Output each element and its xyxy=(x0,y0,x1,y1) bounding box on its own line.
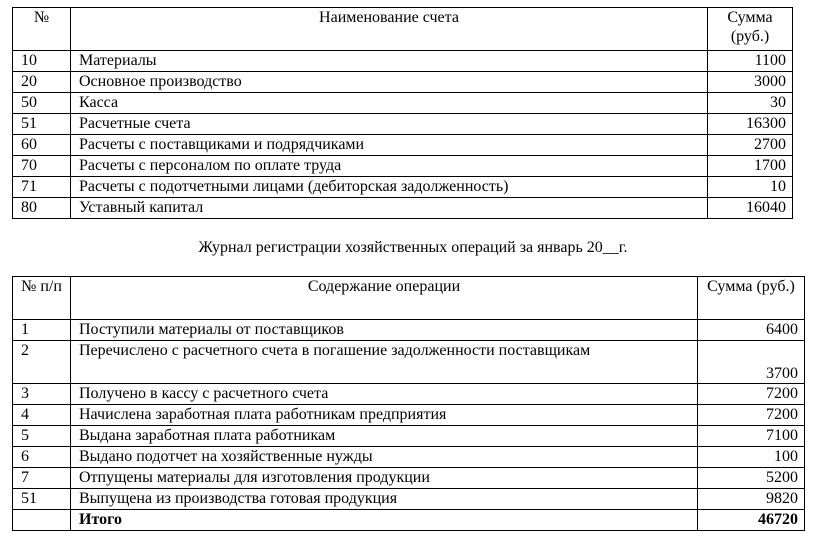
account-name: Расчеты с поставщиками и подрядчиками xyxy=(71,135,708,156)
account-sum: 1100 xyxy=(708,51,793,72)
operation-content: Перечислено с расчетного счета в погашение задолженности поставщикам xyxy=(71,341,698,384)
operation-number: 2 xyxy=(13,341,71,384)
table-row xyxy=(13,405,805,426)
operation-sum: 7200 xyxy=(698,384,805,405)
table-row xyxy=(13,489,805,510)
account-name: Основное производство xyxy=(71,72,708,93)
journal-header-content: Содержание операции xyxy=(71,277,698,320)
table-row xyxy=(13,320,805,341)
journal-header-sum: Сумма (руб.) xyxy=(698,277,805,320)
accounts-header-number: № xyxy=(13,8,71,51)
journal-table xyxy=(12,276,805,531)
account-name: Материалы xyxy=(71,51,708,72)
operation-number: 4 xyxy=(13,405,71,426)
operation-content: Поступили материалы от поставщиков xyxy=(71,320,698,341)
operation-content: Выдано подотчет на хозяйственные нужды xyxy=(71,447,698,468)
operation-content: Выпущена из производства готовая продукция xyxy=(71,489,698,510)
operation-content: Получено в кассу с расчетного счета xyxy=(71,384,698,405)
table-row xyxy=(13,135,793,156)
account-number: 80 xyxy=(13,198,71,219)
table-row xyxy=(13,72,793,93)
account-name: Расчеты с персоналом по оплате труда xyxy=(71,156,708,177)
account-sum: 16300 xyxy=(708,114,793,135)
account-sum: 30 xyxy=(708,93,793,114)
account-sum: 1700 xyxy=(708,156,793,177)
table-row xyxy=(13,198,793,219)
table-row xyxy=(13,341,805,384)
operation-number: 51 xyxy=(13,489,71,510)
account-sum: 2700 xyxy=(708,135,793,156)
accounts-table xyxy=(12,7,793,219)
journal-header-row xyxy=(13,277,805,320)
journal-title: Журнал регистрации хозяйственных операций за январь 20__г. xyxy=(198,239,628,256)
account-name: Расчеты с подотчетными лицами (дебиторская задолженность) xyxy=(71,177,708,198)
journal-header-number: № п/п xyxy=(13,277,71,320)
table-row xyxy=(13,468,805,489)
operation-sum: 5200 xyxy=(698,468,805,489)
operation-sum: 6400 xyxy=(698,320,805,341)
table-row xyxy=(13,384,805,405)
table-row xyxy=(13,93,793,114)
account-number: 51 xyxy=(13,114,71,135)
table-row xyxy=(13,426,805,447)
accounts-header-name: Наименование счета xyxy=(71,8,708,51)
operation-sum: 3700 xyxy=(698,341,805,384)
table-row xyxy=(13,51,793,72)
account-sum: 10 xyxy=(708,177,793,198)
account-sum: 3000 xyxy=(708,72,793,93)
account-name: Уставный капитал xyxy=(71,198,708,219)
accounts-header-sum: Сумма (руб.) xyxy=(708,8,793,51)
operation-content: Отпущены материалы для изготовления продукции xyxy=(71,468,698,489)
account-number: 71 xyxy=(13,177,71,198)
operation-sum: 9820 xyxy=(698,489,805,510)
operation-number: 7 xyxy=(13,468,71,489)
operation-content: Выдана заработная плата работникам xyxy=(71,426,698,447)
operation-number: 3 xyxy=(13,384,71,405)
account-sum: 16040 xyxy=(708,198,793,219)
account-name: Касса xyxy=(71,93,708,114)
account-number: 20 xyxy=(13,72,71,93)
total-sum: 46720 xyxy=(698,510,805,531)
total-row xyxy=(13,510,805,531)
table-row xyxy=(13,156,793,177)
table-row xyxy=(13,114,793,135)
operation-number: 6 xyxy=(13,447,71,468)
operation-sum: 7100 xyxy=(698,426,805,447)
account-number: 50 xyxy=(13,93,71,114)
total-label: Итого xyxy=(71,510,698,531)
account-name: Расчетные счета xyxy=(71,114,708,135)
operation-number: 1 xyxy=(13,320,71,341)
table-row xyxy=(13,447,805,468)
account-number: 10 xyxy=(13,51,71,72)
account-number: 70 xyxy=(13,156,71,177)
accounts-header-row xyxy=(13,8,793,51)
account-number: 60 xyxy=(13,135,71,156)
operation-content: Начислена заработная плата работникам предприятия xyxy=(71,405,698,426)
total-number xyxy=(13,510,71,531)
operation-sum: 100 xyxy=(698,447,805,468)
operation-number: 5 xyxy=(13,426,71,447)
operation-sum: 7200 xyxy=(698,405,805,426)
table-row xyxy=(13,177,793,198)
